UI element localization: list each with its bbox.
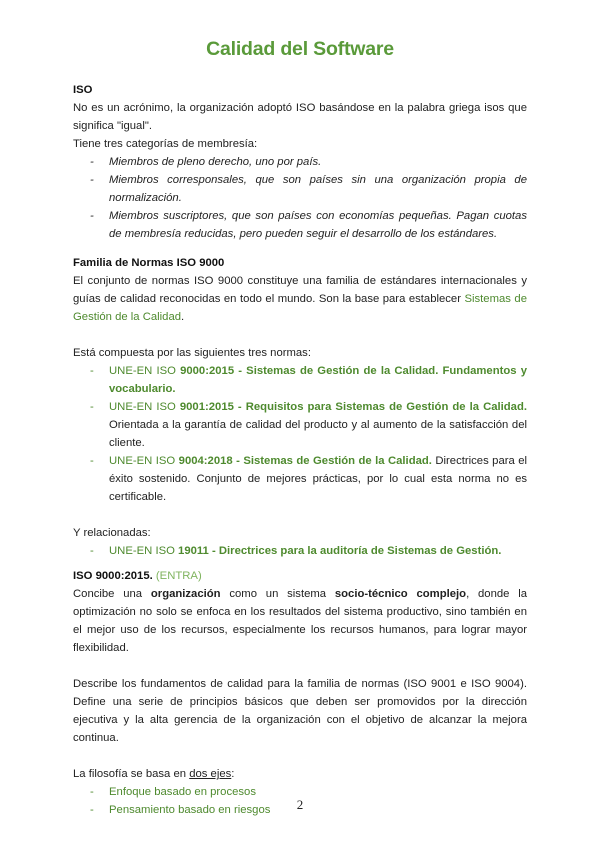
paragraph-concibe: [73, 585, 527, 657]
list-item: - Pensamiento basado en riesgos: [73, 801, 527, 819]
list-item: - Miembros corresponsales, que son países sin una organización propia de normalización.: [73, 171, 527, 207]
text: Concibe una: [73, 588, 151, 600]
page-number: 2: [296, 797, 304, 812]
paragraph-familia: [73, 272, 527, 326]
page-title: Calidad del Software: [206, 38, 394, 60]
list-item: [73, 542, 527, 560]
list-item: - Miembros de pleno derecho, uno por país.: [73, 153, 527, 171]
text: :: [231, 768, 235, 780]
relacionadas-list: [73, 542, 527, 560]
norma-prefix: UNE-EN ISO: [109, 455, 179, 467]
list-item: - Enfoque basado en procesos: [73, 783, 527, 801]
text: , donde la optimización no solo se enfoca en los resultados del sistema productivo, sino también en el mejor uso de los recursos, especialmente los recursos humanos, para lograr mayor flexibilidad.: [73, 588, 528, 654]
text: como un sistema: [220, 588, 335, 600]
norma-desc: Orientada a la garantía de calidad del producto y al aumento de la satisfacción del cliente.: [109, 419, 527, 449]
underlined-text: dos ejes: [189, 768, 232, 780]
section-heading-familia: Familia de Normas ISO 9000: [73, 257, 225, 269]
norma-title: 9004:2018 - Sistemas de Gestión de la Calidad.: [178, 455, 432, 467]
norma-desc: Directrices para el éxito sostenido. Conjunto de mejores prácticas, por lo cual esta norma no es certificable.: [109, 455, 528, 503]
norma-prefix: UNE-EN ISO: [109, 401, 180, 413]
section-familia: [73, 254, 527, 560]
list-item: [73, 452, 527, 506]
section-heading-iso: ISO: [73, 84, 93, 96]
sgc-link[interactable]: Sistemas de Gestión de la Calidad: [73, 293, 527, 323]
bold-text: socio-técnico complejo: [334, 588, 467, 600]
norma-prefix: UNE-EN ISO: [109, 365, 181, 377]
bold-text: organización: [150, 588, 221, 600]
section-iso: [73, 81, 527, 243]
paragraph-describe: Describe los fundamentos de calidad para la familia de normas (ISO 9001 e ISO 9004). Define una serie de principios básicos que deben ser promovidos por la dirección ejecutiva y la alta gerencia de la organización con el objetivo de alcanzar la mejora continua.: [73, 678, 527, 744]
norma-title: 19011 - Directrices para la auditoría de Sistemas de Gestión.: [178, 545, 502, 557]
normas-list: [73, 362, 527, 506]
section-iso9000: [73, 567, 527, 819]
paragraph-iso-definition: No es un acrónimo, la organización adoptó ISO basándose en la palabra griega isos que significa "igual".: [73, 102, 527, 132]
list-item: [73, 398, 527, 452]
text: La filosofía se basa en: [73, 768, 190, 780]
paragraph-filosofia: [73, 765, 527, 783]
paragraph-end: .: [181, 311, 185, 323]
norma-title: 9000:2015 - Sistemas de Gestión de la Calidad. Fundamentos y vocabulario.: [109, 365, 527, 395]
paragraph-membership-intro: Tiene tres categorías de membresía:: [73, 138, 258, 150]
membership-list: [73, 153, 527, 243]
paragraph-text: El conjunto de normas ISO 9000 constituye una familia de estándares internacionales y guías de calidad reconocidas en todo el mundo. Son la base para establecer: [73, 275, 527, 305]
norma-title: 9001:2015 - Requisitos para Sistemas de Gestión de la Calidad.: [179, 401, 528, 413]
paragraph-relacionadas: Y relacionadas:: [73, 527, 151, 539]
paragraph-compuesta: Está compuesta por las siguientes tres normas:: [73, 347, 311, 359]
norma-prefix: UNE-EN ISO: [109, 545, 179, 557]
entra-tag: (ENTRA): [155, 570, 202, 582]
section-heading-iso9000-row: [73, 567, 527, 585]
list-item: - Miembros suscriptores, que son países con economías pequeñas. Pagan cuotas de membresía reducidas, pero pueden seguir el desarrollo de los estándares.: [73, 207, 527, 243]
list-item: [73, 362, 527, 398]
section-heading-iso9000: ISO 9000:2015.: [73, 570, 153, 582]
